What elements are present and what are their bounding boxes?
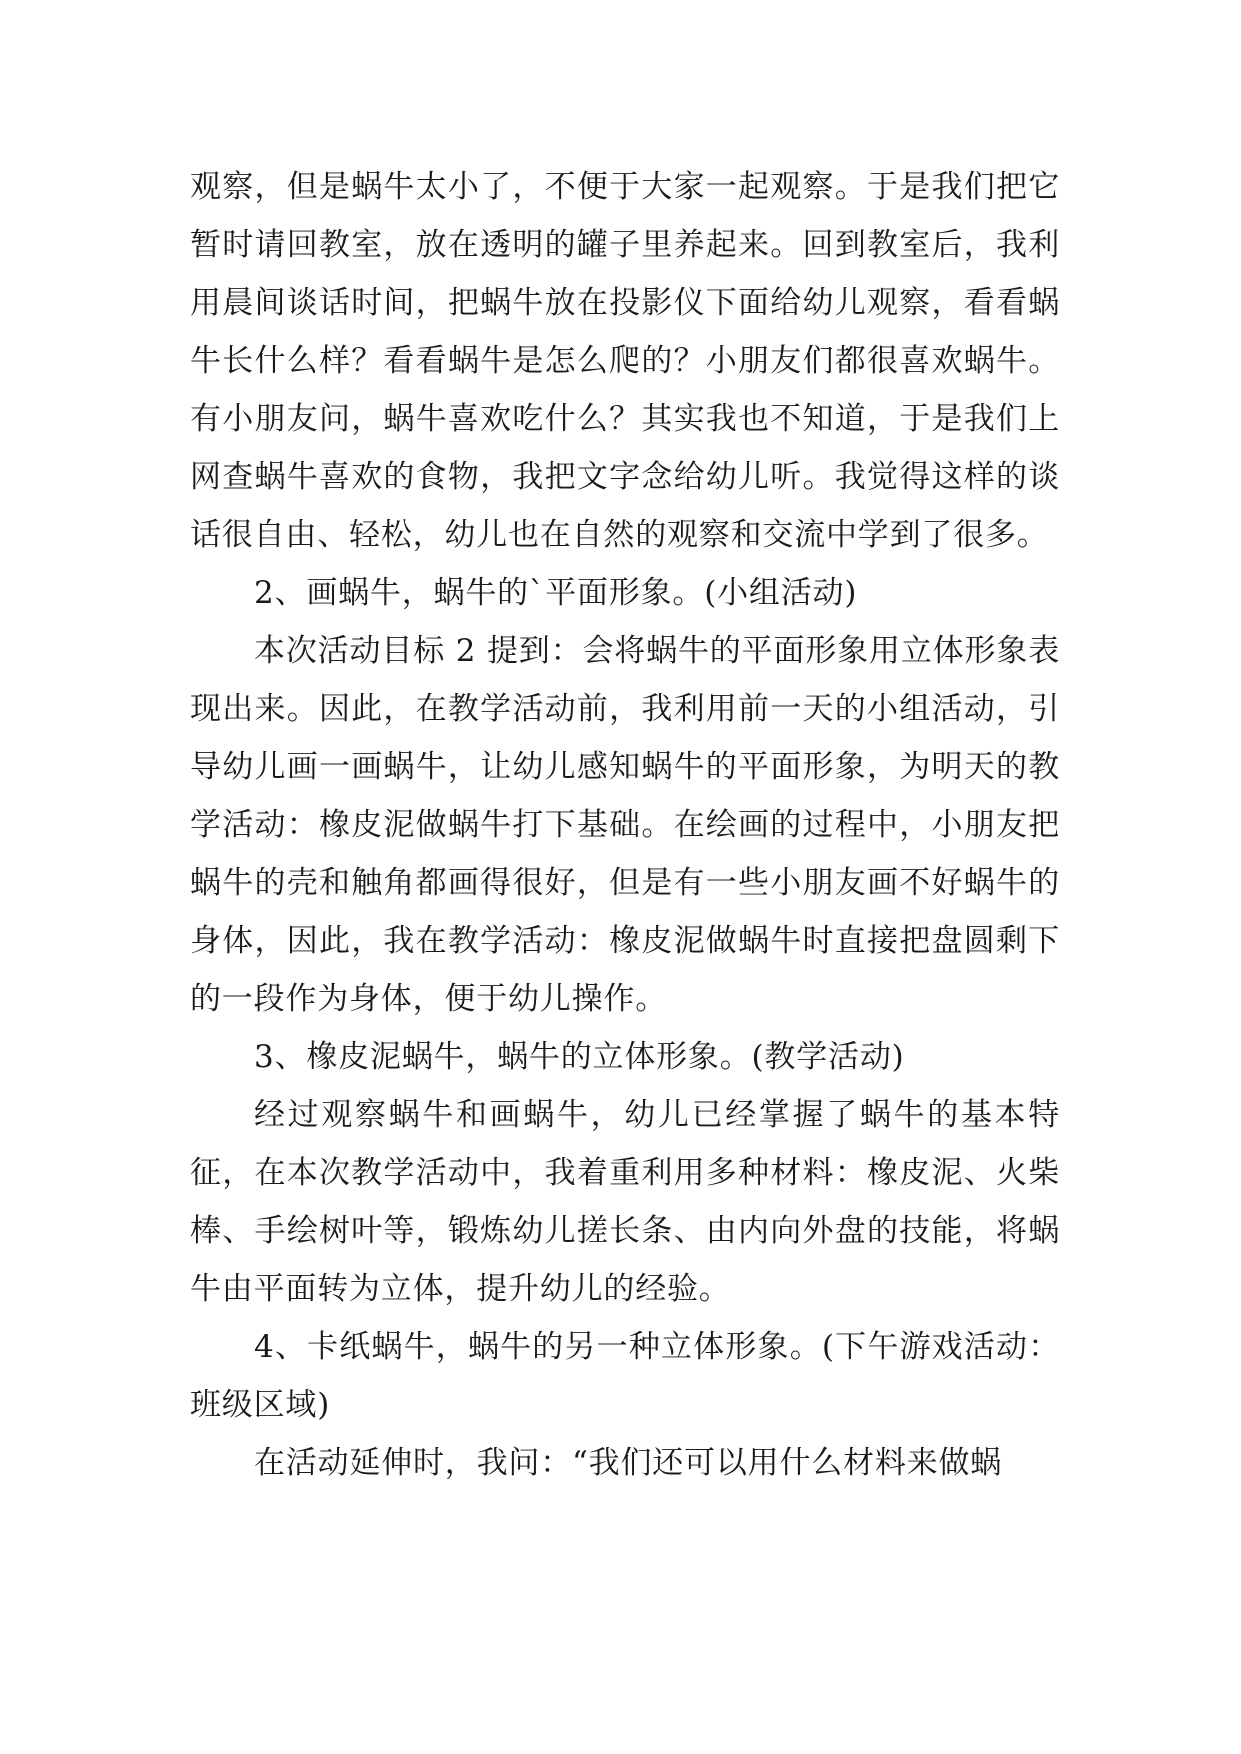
document-body bbox=[190, 158, 1060, 1492]
paragraph-2-heading: 2、画蜗牛，蜗牛的`平面形象。(小组活动) bbox=[254, 575, 858, 611]
paragraph-1: 观察，但是蜗牛太小了，不便于大家一起观察。于是我们把它暂时请回教室，放在透明的罐子里养起来。回到教室后，我利用晨间谈话时间，把蜗牛放在投影仪下面给幼儿观察，看看蜗牛长什么样？看看蜗牛是怎么爬的？小朋友们都很喜欢蜗牛。有小朋友问，蜗牛喜欢吃什么？其实我也不知道，于是我们上网查蜗牛喜欢的食物，我把文字念给幼儿听。我觉得这样的谈话很自由、轻松，幼儿也在自然的观察和交流中学到了很多。 bbox=[190, 169, 1060, 553]
paragraph-5: 经过观察蜗牛和画蜗牛，幼儿已经掌握了蜗牛的基本特征，在本次教学活动中，我着重利用多种材料：橡皮泥、火柴棒、手绘树叶等，锻炼幼儿搓长条、由内向外盘的技能，将蜗牛由平面转为立体，提升幼儿的经验。 bbox=[190, 1097, 1060, 1307]
paragraph-4-heading: 3、橡皮泥蜗牛，蜗牛的立体形象。(教学活动) bbox=[254, 1039, 905, 1075]
paragraph-6-heading: 4、卡纸蜗牛，蜗牛的另一种立体形象。(下午游戏活动：班级区域) bbox=[190, 1329, 1060, 1423]
paragraph-3: 本次活动目标 2 提到：会将蜗牛的平面形象用立体形象表现出来。因此，在教学活动前，我利用前一天的小组活动，引导幼儿画一画蜗牛，让幼儿感知蜗牛的平面形象，为明天的教学活动：橡皮泥做蜗牛打下基础。在绘画的过程中，小朋友把蜗牛的壳和触角都画得很好，但是有一些小朋友画不好蜗牛的身体，因此，我在教学活动：橡皮泥做蜗牛时直接把盘圆剩下的一段作为身体，便于幼儿操作。 bbox=[190, 633, 1060, 1017]
paragraph-7: 在活动延伸时，我问：“我们还可以用什么材料来做蜗 bbox=[254, 1445, 1003, 1481]
